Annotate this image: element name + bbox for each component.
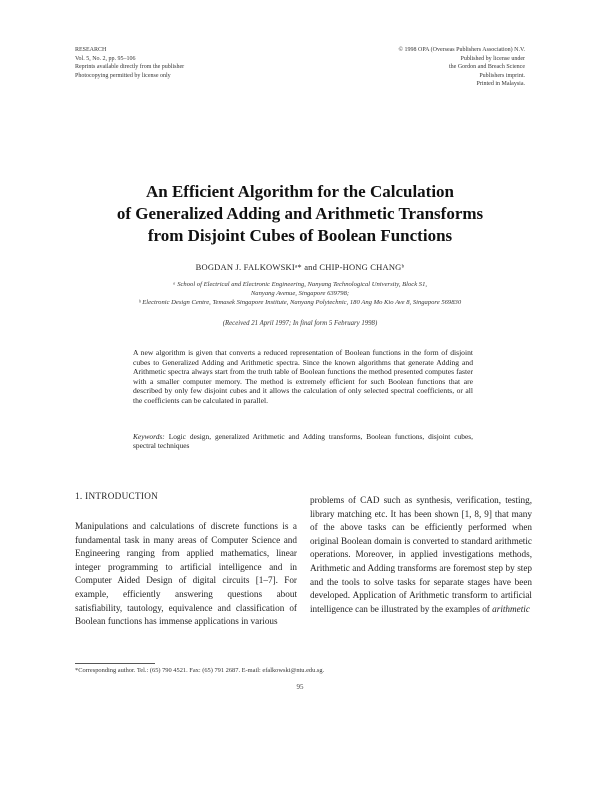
journal-info-line: RESEARCH [75, 47, 107, 53]
footnote-divider [75, 663, 155, 664]
body-text-right-italic: arithmetic [492, 603, 530, 614]
journal-info-line: Photocopying permitted by license only [75, 72, 171, 79]
publisher-info-line: Published by license under [460, 55, 525, 62]
body-text-right-main: problems of CAD such as synthesis, verification, testing, library matching etc. It has been shown [1, 8, 9] that many of the above tasks can be efficiently performed when original Boolean domain is converted to standard arithmetic operations. Moreover, in applied investigations methods, Arithmetic and Adding transforms are foremost step by step and the tools to solve tasks for separate stages have been developed. Application of Arithmetic transform to artificial intelligence can be illustrated by the examples of [310, 495, 532, 614]
section-heading: 1. INTRODUCTION [75, 491, 159, 501]
publisher-info-line: Printed in Malaysia. [476, 81, 525, 88]
keywords-label: Keywords: [133, 432, 165, 441]
keywords-text: Logic design, generalized Arithmetic and Adding transforms, Boolean functions, disjoint cubes, spectral techniques [133, 432, 473, 451]
publisher-info [398, 46, 525, 89]
paper-title-line: from Disjoint Cubes of Boolean Functions [147, 226, 453, 245]
affiliations [0, 280, 600, 308]
footnote: *Corresponding author. Tel.: (65) 790 4521. Fax: (65) 791 2687. E-mail: efalkowski@ntu.edu.sg. [75, 667, 325, 674]
paper-title [0, 181, 600, 247]
authors: BOGDAN J. FALKOWSKIᵃ* and CHIP-HONG CHANGᵇ [195, 262, 405, 272]
paper-title-line: of Generalized Adding and Arithmetic Transforms [116, 204, 484, 223]
body-text-left: Manipulations and calculations of discrete functions is a fundamental task in many areas of Computer Science and Engineering ranging from applied mathematics, linear integer programming to artificial intelligence and in Computer Aided Design of digital circuits [1–7]. For example, efficiently answering questions about satisfiability, tautology, equivalence and classification of Boolean functions has immense applications in various [75, 521, 297, 627]
paper-title-line: An Efficient Algorithm for the Calculation [145, 182, 455, 201]
page-number: 95 [296, 683, 304, 691]
journal-info [75, 46, 184, 80]
publisher-info-line: Publishers imprint. [479, 72, 525, 79]
keywords [133, 432, 473, 451]
affiliation-line: ᵇ Electronic Design Centre, Temasek Singapore Institute, Nanyang Polytechnic, 180 Ang Mo Kio Ave 8, Singapore 569830 [138, 299, 462, 307]
abstract: A new algorithm is given that converts a reduced representation of Boolean functions in the form of disjoint cubes to Generalized Adding and Arithmetic spectra. Since the known algorithms that generate Adding and Arithmetic spectra always start from the truth table of Boolean functions the method presented computes faster with a smaller computer memory. The method is extremely efficient for such Boolean functions that are described by only few disjoint cubes and it allows the calculation of only selected spectral coefficients, or all the coefficients can be calculated in parallel. [133, 348, 473, 405]
received-date: (Received 21 April 1997; In final form 5 February 1998) [222, 320, 378, 327]
body-text-right [310, 494, 532, 616]
affiliation-line: ᵃ School of Electrical and Electronic Engineering, Nanyang Technological University, Block S1, [172, 281, 428, 288]
journal-info-line: Reprints available directly from the publisher [75, 64, 185, 71]
affiliation-line: Nanyang Avenue, Singapore 639798; [250, 290, 350, 298]
publisher-info-line: © 1998 OPA (Overseas Publishers Association) N.V. [398, 47, 525, 53]
journal-info-line: Vol. 5, No. 2, pp. 95–106 [75, 55, 136, 62]
publisher-info-line: the Gordon and Breach Science [449, 64, 525, 71]
